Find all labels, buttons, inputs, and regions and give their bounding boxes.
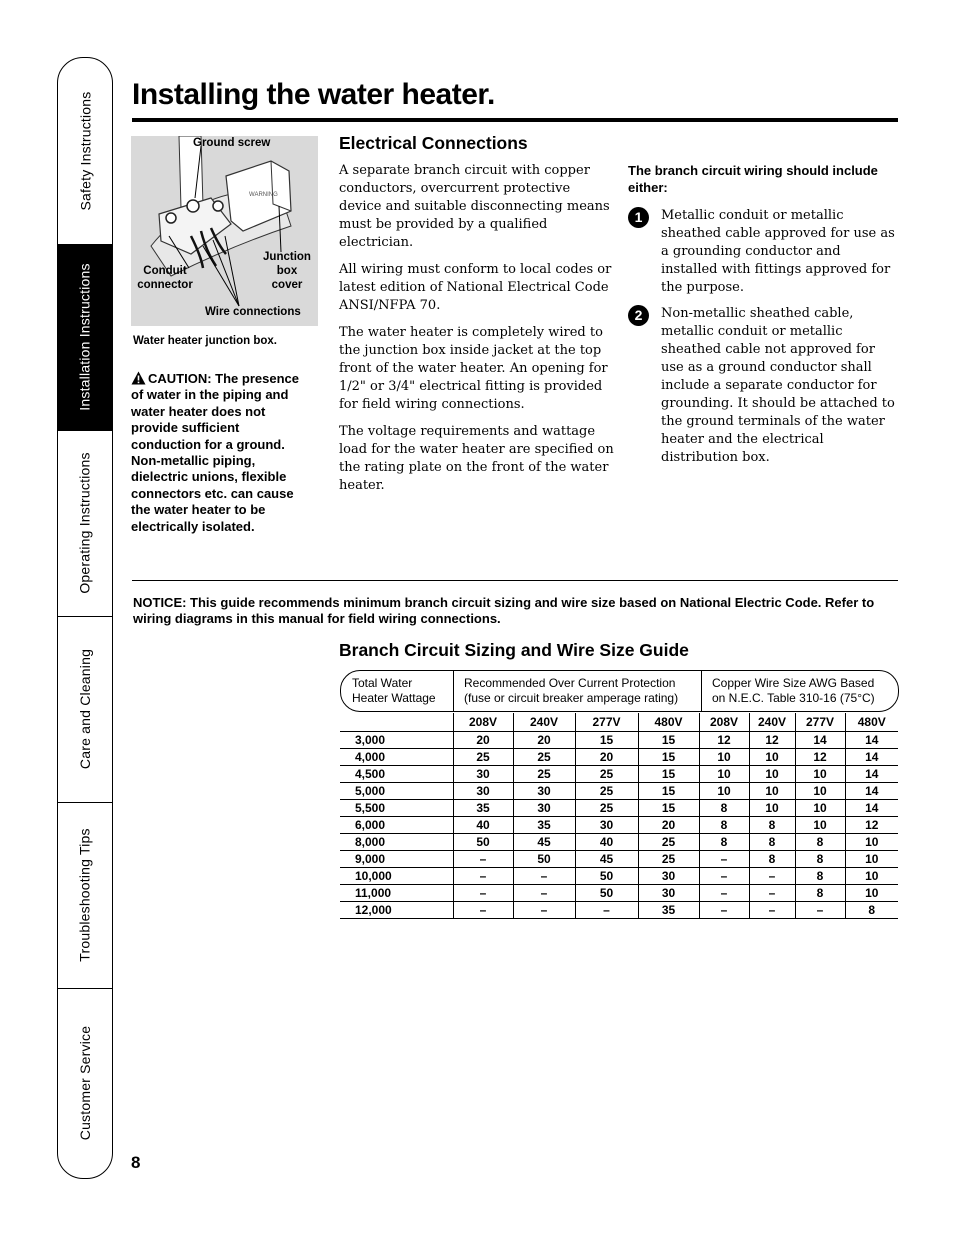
column-header-overcurrent: Recommended Over Current Protection (fuse or circuit breaker amperage rating): [453, 671, 698, 711]
value-cell: 8: [699, 817, 749, 834]
value-cell: 30: [513, 783, 575, 800]
paragraph: All wiring must conform to local codes or latest edition of National Electrical Code ANSI/NFPA 70.: [339, 262, 612, 313]
value-cell: –: [749, 885, 795, 902]
value-cell: –: [513, 885, 575, 902]
voltage-header: 480V: [638, 713, 699, 732]
figure-caption: Water heater junction box.: [133, 335, 277, 347]
value-cell: –: [453, 902, 513, 919]
page-number: 8: [131, 1153, 141, 1172]
value-cell: 20: [575, 749, 638, 766]
value-cell: 10: [795, 783, 845, 800]
table-row: [340, 885, 898, 902]
value-cell: 10: [845, 868, 898, 885]
value-cell: –: [795, 902, 845, 919]
voltage-header: 480V: [845, 713, 898, 732]
value-cell: 10: [699, 749, 749, 766]
value-cell: –: [453, 885, 513, 902]
value-cell: 10: [795, 817, 845, 834]
value-cell: 40: [575, 834, 638, 851]
value-cell: –: [699, 902, 749, 919]
value-cell: 25: [638, 851, 699, 868]
value-cell: 10: [795, 800, 845, 817]
value-cell: 8: [699, 800, 749, 817]
caution-lead: CAUTION:: [148, 371, 212, 386]
value-cell: 25: [575, 783, 638, 800]
value-cell: 14: [845, 800, 898, 817]
ground-screw-label: Ground screw: [193, 137, 271, 149]
value-cell: 12: [845, 817, 898, 834]
value-cell: 45: [575, 851, 638, 868]
wattage-cell: 4,000: [340, 749, 453, 766]
page-title: Installing the water heater.: [132, 78, 495, 111]
value-cell: 8: [795, 868, 845, 885]
value-cell: 14: [795, 732, 845, 749]
wire-size-table-header: [340, 670, 899, 712]
junction-box-illustration: [131, 136, 318, 326]
value-cell: 10: [749, 783, 795, 800]
value-cell: 20: [513, 732, 575, 749]
value-cell: 15: [638, 732, 699, 749]
caution-text: The presence of water in the piping and water heater does not provide sufficient conduction for a ground. Non-metallic piping, dielectric unions, flexible connectors etc. can cause the water heater to be electrically isolated.: [131, 371, 299, 534]
value-cell: 10: [749, 800, 795, 817]
voltage-header: 277V: [795, 713, 845, 732]
table-row: [340, 817, 898, 834]
wattage-cell: 4,500: [340, 766, 453, 783]
table-row: [340, 732, 898, 749]
value-cell: –: [699, 851, 749, 868]
warning-sticker-label: WARNING: [249, 192, 278, 198]
paragraph: The water heater is completely wired to the junction box inside jacket at the top front of the water heater. An opening for 1/2" or 3/4" electrical fitting is provided for field wiring connections.: [339, 325, 608, 412]
conduit-connector-label: Conduit connector: [137, 265, 193, 291]
value-cell: 14: [845, 783, 898, 800]
voltage-header: 240V: [513, 713, 575, 732]
value-cell: 10: [845, 885, 898, 902]
value-cell: 40: [453, 817, 513, 834]
value-cell: 50: [575, 868, 638, 885]
value-cell: 15: [638, 749, 699, 766]
value-cell: 35: [638, 902, 699, 919]
value-cell: 8: [795, 885, 845, 902]
value-cell: 8: [749, 817, 795, 834]
paragraph: A separate branch circuit with copper conductors, overcurrent protective device and suitable disconnecting means must be provided by a qualified electrician.: [339, 163, 610, 250]
voltage-row: [340, 713, 898, 732]
value-cell: 25: [575, 800, 638, 817]
value-cell: 15: [638, 766, 699, 783]
electrical-connections-heading: Electrical Connections: [339, 133, 528, 153]
value-cell: 15: [638, 800, 699, 817]
wattage-cell: 5,500: [340, 800, 453, 817]
column-header-copper-wire: Copper Wire Size AWG Based on N.E.C. Table 310-16 (75°C): [701, 671, 898, 711]
value-cell: 8: [795, 851, 845, 868]
list-item-text: Metallic conduit or metallic sheathed cable approved for use as a grounding conductor and installed with fittings approved for the purpose.: [661, 208, 895, 295]
value-cell: 14: [845, 749, 898, 766]
value-cell: 30: [453, 783, 513, 800]
warning-triangle-icon: [131, 371, 146, 385]
value-cell: 50: [513, 851, 575, 868]
electrical-connections-body: [339, 162, 614, 504]
voltage-header: 240V: [749, 713, 795, 732]
wattage-cell: 9,000: [340, 851, 453, 868]
table-row: [340, 800, 898, 817]
value-cell: 25: [638, 834, 699, 851]
wattage-cell: 11,000: [340, 885, 453, 902]
wire-connections-label: Wire connections: [205, 306, 301, 318]
value-cell: 12: [699, 732, 749, 749]
value-cell: 10: [699, 766, 749, 783]
value-cell: –: [513, 868, 575, 885]
value-cell: –: [749, 868, 795, 885]
value-cell: 35: [513, 817, 575, 834]
title-rule: [132, 118, 898, 122]
value-cell: 30: [638, 885, 699, 902]
value-cell: 10: [699, 783, 749, 800]
value-cell: 12: [749, 732, 795, 749]
voltage-header: 277V: [575, 713, 638, 732]
caution-note: [131, 371, 311, 535]
table-row: [340, 834, 898, 851]
tab-customer-service[interactable]: Customer Service: [77, 1025, 93, 1141]
step-number-badge: 2: [628, 305, 649, 326]
value-cell: 8: [795, 834, 845, 851]
wattage-cell: 10,000: [340, 868, 453, 885]
value-cell: 35: [453, 800, 513, 817]
table-row: [340, 783, 898, 800]
step-number-badge: 1: [628, 207, 649, 228]
value-cell: 10: [795, 766, 845, 783]
value-cell: 8: [699, 834, 749, 851]
table-row: [340, 868, 898, 885]
value-cell: 15: [638, 783, 699, 800]
table-row: [340, 902, 898, 919]
value-cell: 10: [845, 851, 898, 868]
voltage-header: 208V: [453, 713, 513, 732]
value-cell: 25: [575, 766, 638, 783]
wattage-cell: 12,000: [340, 902, 453, 919]
wattage-cell: 3,000: [340, 732, 453, 749]
wire-size-guide-heading: Branch Circuit Sizing and Wire Size Guide: [339, 640, 689, 660]
branch-circuit-heading: The branch circuit wiring should include either:: [628, 163, 878, 195]
value-cell: 12: [795, 749, 845, 766]
table-row: [340, 749, 898, 766]
voltage-header: 208V: [699, 713, 749, 732]
tab-care-and-cleaning[interactable]: Care and Cleaning: [58, 616, 112, 803]
value-cell: 8: [845, 902, 898, 919]
section-divider: [132, 580, 898, 581]
value-cell: 25: [513, 766, 575, 783]
paragraph: The voltage requirements and wattage load for the water heater are specified on the rating plate on the front of the water heater.: [339, 424, 614, 493]
tab-troubleshooting-tips[interactable]: Troubleshooting Tips: [58, 802, 112, 989]
value-cell: –: [699, 885, 749, 902]
value-cell: 20: [453, 732, 513, 749]
column-header-wattage: Total Water Heater Wattage: [352, 676, 436, 705]
tab-safety-instructions[interactable]: Safety Instructions: [58, 58, 112, 245]
value-cell: 50: [453, 834, 513, 851]
value-cell: 30: [453, 766, 513, 783]
value-cell: 30: [638, 868, 699, 885]
value-cell: 20: [638, 817, 699, 834]
table-row: [340, 766, 898, 783]
value-cell: 50: [575, 885, 638, 902]
value-cell: –: [513, 902, 575, 919]
section-tabs: [57, 57, 113, 1179]
value-cell: 14: [845, 766, 898, 783]
value-cell: –: [453, 851, 513, 868]
value-cell: 15: [575, 732, 638, 749]
value-cell: 10: [749, 766, 795, 783]
list-item-text: Non-metallic sheathed cable, metallic conduit or metallic sheathed cable not approved for use as a ground conductor shall include a separate conductor for grounding. It should be attached to the ground terminals of the water heater and the electrical distribution box.: [661, 306, 895, 465]
wire-size-table: [340, 713, 898, 919]
value-cell: –: [749, 902, 795, 919]
value-cell: 10: [845, 834, 898, 851]
value-cell: 14: [845, 732, 898, 749]
wattage-cell: 8,000: [340, 834, 453, 851]
value-cell: 30: [575, 817, 638, 834]
wattage-cell: 6,000: [340, 817, 453, 834]
notice-text: NOTICE: This guide recommends minimum branch circuit sizing and wire size based on National Electric Code. Refer to wiring diagrams in this manual for field wiring connections.: [133, 595, 875, 626]
value-cell: 8: [749, 834, 795, 851]
value-cell: –: [453, 868, 513, 885]
table-row: [340, 851, 898, 868]
junction-box-cover-label: Junction box cover: [263, 251, 311, 291]
tab-installation-instructions[interactable]: Installation Instructions: [58, 244, 112, 431]
value-cell: 8: [749, 851, 795, 868]
value-cell: 45: [513, 834, 575, 851]
value-cell: 25: [453, 749, 513, 766]
junction-box-drawing: [131, 136, 318, 326]
value-cell: 10: [749, 749, 795, 766]
value-cell: –: [575, 902, 638, 919]
wattage-cell: 5,000: [340, 783, 453, 800]
tab-operating-instructions[interactable]: Operating Instructions: [58, 430, 112, 617]
value-cell: 30: [513, 800, 575, 817]
value-cell: –: [699, 868, 749, 885]
value-cell: 25: [513, 749, 575, 766]
